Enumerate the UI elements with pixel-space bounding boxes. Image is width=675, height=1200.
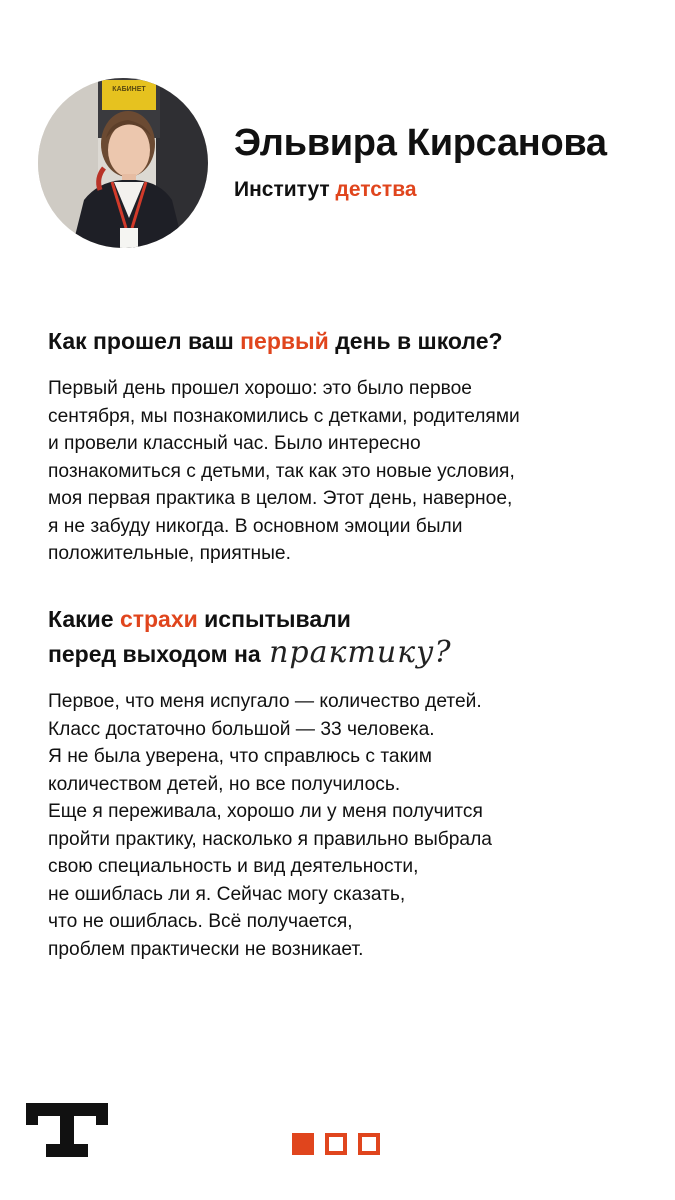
question-2-before: Какие [48, 606, 120, 632]
pagination [292, 1133, 380, 1157]
answer-1-line: моя первая практика в целом. Этот день, наверное, [48, 488, 513, 509]
profile-header [38, 78, 658, 248]
question-2-line-2 [48, 636, 648, 671]
question-2-line-1 [48, 603, 648, 636]
answer-1-line: положительные, приятные. [48, 543, 291, 564]
question-1-before: Как прошел ваш [48, 328, 241, 354]
answer-2-line: что не ошиблась. Всё получается, [48, 911, 353, 932]
answer-1 [48, 375, 648, 568]
answer-2-line: Еще я переживала, хорошо ли у меня получится [48, 801, 483, 822]
question-1-after: день в школе? [328, 328, 503, 354]
answer-1-line: познакомиться с детьми, так как это новые условия, [48, 460, 515, 482]
institute-accent: детства [335, 178, 417, 201]
avatar [38, 78, 208, 248]
person-name: Эльвира Кирсанова [234, 122, 607, 164]
answer-2-line: Первое, что меня испугало — количество детей. [48, 691, 482, 712]
answer-2-line: проблем практически не возникает. [48, 938, 364, 960]
answer-2-line: Я не была уверена, что справлюсь с таким [48, 746, 432, 767]
question-2-before-2: перед выходом на [48, 641, 268, 667]
answer-1-line: и провели классный час. Было интересно [48, 433, 421, 454]
institute-label [234, 178, 417, 202]
answer-2-line: количеством детей, но все получилось. [48, 773, 401, 795]
answer-2-line: не ошиблась ли я. Сейчас могу сказать, [48, 883, 406, 905]
question-2-accent: страхи [119, 606, 198, 632]
answer-1-line: Первый день прошел хорошо: это было первое [48, 378, 472, 399]
page-indicator-3[interactable] [358, 1133, 380, 1155]
question-2-script-word: практику? [269, 635, 452, 670]
question-1-accent: первый [240, 328, 329, 354]
question-2-after: испытывали [197, 606, 351, 632]
question-2 [48, 603, 648, 671]
photo-sign-text: КАБИНЕТ [112, 86, 146, 93]
answer-1-line: сентября, мы познакомились с детками, родителями [48, 405, 520, 427]
answer-1-line: я не забуду никогда. В основном эмоции были [48, 515, 463, 537]
answer-2-line: Класс достаточно большой — 33 человека. [48, 718, 435, 740]
institute-prefix: Институт [234, 178, 336, 201]
answer-2 [48, 688, 648, 963]
page-indicator-2[interactable] [325, 1133, 347, 1155]
page-indicator-1[interactable] [292, 1133, 314, 1155]
answer-2-line: пройти практику, насколько я правильно выбрала [48, 828, 492, 850]
question-1 [48, 326, 648, 356]
answer-2-line: свою специальность и вид деятельности, [48, 856, 419, 877]
brand-logo-icon [26, 1103, 108, 1157]
